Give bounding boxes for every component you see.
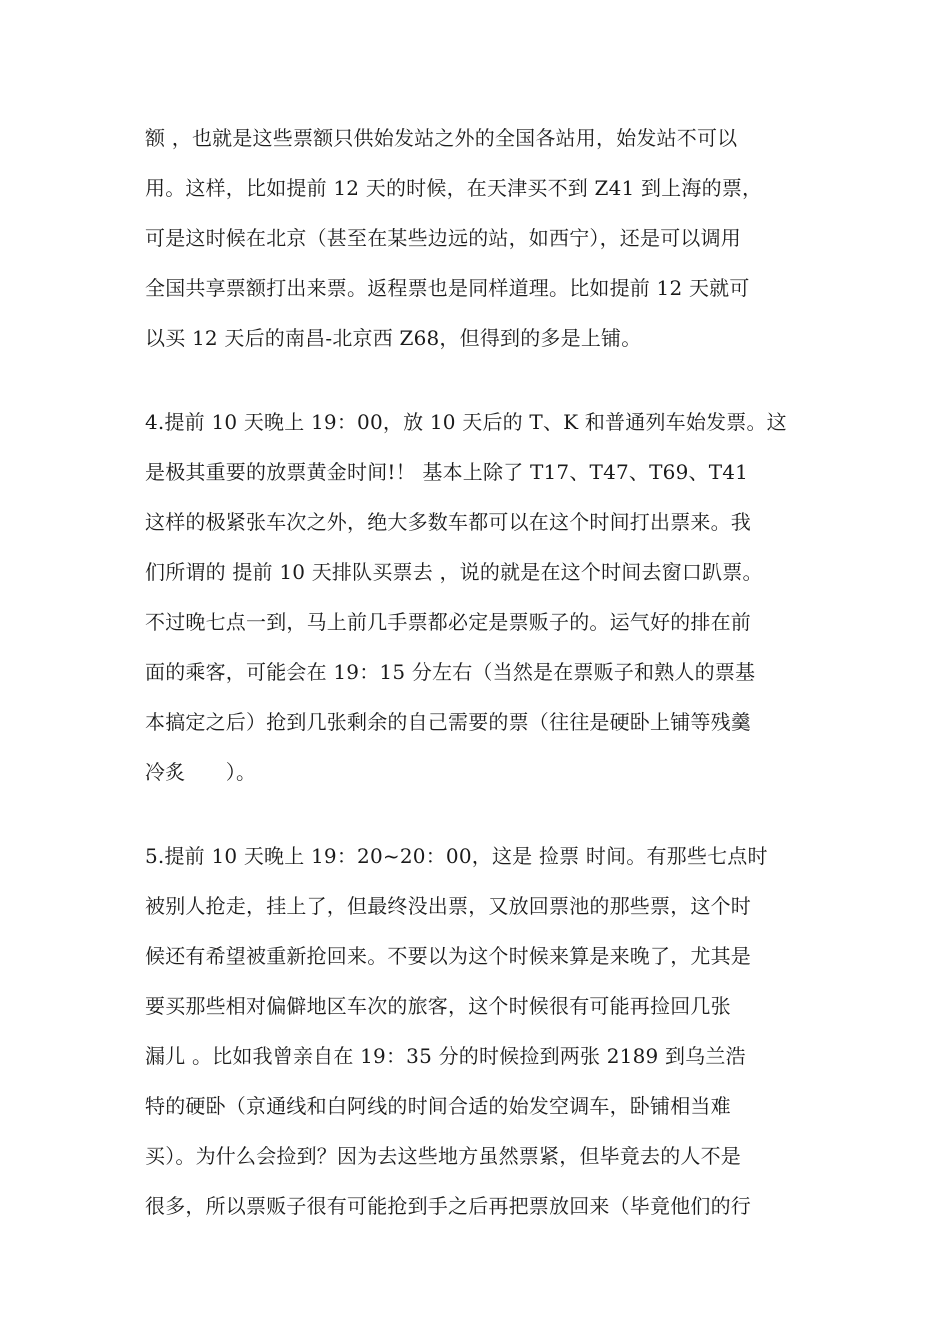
text-line: 被别人抢走，挂上了，但最终没出票，又放回票池的那些票，这个时 (145, 894, 751, 918)
text-line: 买）。为什么会捡到？因为去这些地方虽然票紧，但毕竟去的人不是 (145, 1144, 741, 1168)
text-line: 5.提前 10 天晚上 19：20~20：00，这是 捡票 时间。有那些七点时 (145, 844, 768, 868)
text-line: 冷炙 ）。 (145, 760, 257, 784)
text-line: 额 ，也就是这些票额只供始发站之外的全国各站用，始发站不可以 (145, 126, 738, 150)
text-line: 不过晚七点一到，马上前几手票都必定是票贩子的。运气好的排在前 (145, 610, 751, 634)
text-line: 要买那些相对偏僻地区车次的旅客，这个时候很有可能再捡回几张 (145, 994, 731, 1018)
text-line: 面的乘客，可能会在 19：15 分左右（当然是在票贩子和熟人的票基 (145, 660, 756, 684)
paragraph-continued (145, 113, 810, 363)
text-line: 全国共享票额打出来票。返程票也是同样道理。比如提前 12 天就可 (145, 276, 750, 300)
text-line: 本搞定之后）抢到几张剩余的自己需要的票（往往是硬卧上铺等残羹 (145, 710, 751, 734)
text-line: 这样的极紧张车次之外，绝大多数车都可以在这个时间打出票来。我 (145, 510, 751, 534)
text-line: 4.提前 10 天晚上 19：00，放 10 天后的 T、K 和普通列车始发票。这 (145, 410, 787, 434)
text-line: 用。这样，比如提前 12 天的时候，在天津买不到 Z41 到上海的票， (145, 176, 763, 200)
text-line: 漏儿 。比如我曾亲自在 19：35 分的时候捡到两张 2189 到乌兰浩 (145, 1044, 746, 1068)
text-line: 很多，所以票贩子很有可能抢到手之后再把票放回来（毕竟他们的行 (145, 1194, 751, 1218)
text-line: 特的硬卧（京通线和白阿线的时间合适的始发空调车，卧铺相当难 (145, 1094, 731, 1118)
paragraph-item-5 (145, 831, 810, 1231)
text-line: 们所谓的 提前 10 天排队买票去 ，说的就是在这个时间去窗口趴票。 (145, 560, 763, 584)
paragraph-item-4 (145, 397, 810, 797)
text-line: 可是这时候在北京（甚至在某些边远的站，如西宁），还是可以调用 (145, 226, 741, 250)
text-line: 以买 12 天后的南昌-北京西 Z68，但得到的多是上铺。 (145, 326, 642, 350)
text-line: 是极其重要的放票黄金时间!！ 基本上除了 T17、T47、T69、T41 (145, 460, 749, 484)
document-page (145, 113, 810, 1231)
text-line: 候还有希望被重新抢回来。不要以为这个时候来算是来晚了，尤其是 (145, 944, 751, 968)
